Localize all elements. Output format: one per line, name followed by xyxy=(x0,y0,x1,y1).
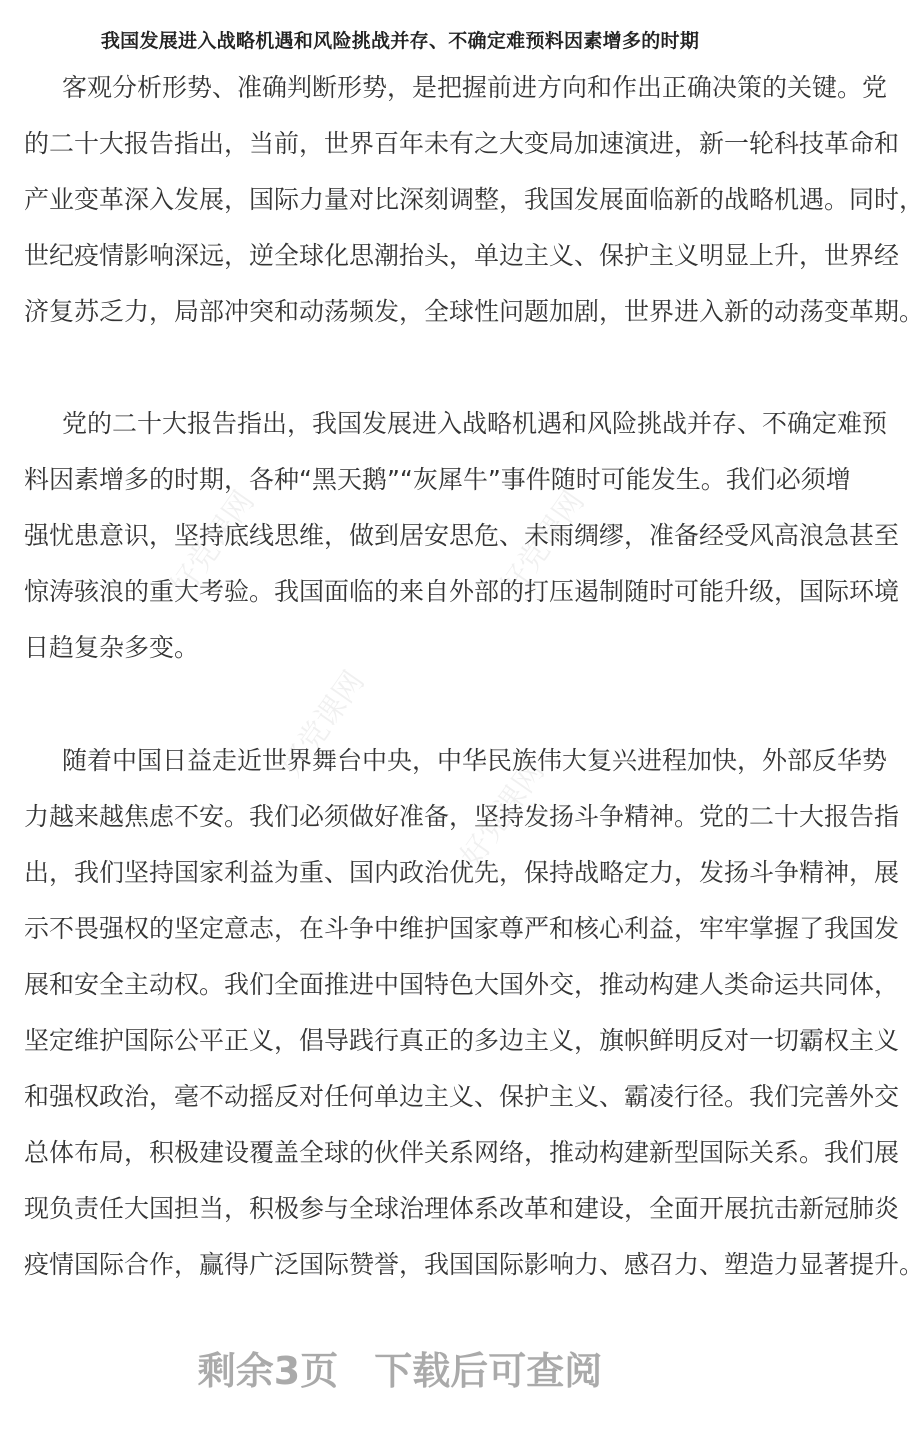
paragraph-line: 示不畏强权的坚定意志，在斗争中维护国家尊严和核心利益，牢牢掌握了我国发 xyxy=(24,914,900,943)
paragraph-line: 党的二十大报告指出，我国发展进入战略机遇和风险挑战并存、不确定难预 xyxy=(62,409,888,438)
paragraph-line: 展和安全主动权。我们全面推进中国特色大国外交，推动构建人类命运共同体， xyxy=(24,970,900,999)
watermark: 好党课网 xyxy=(454,754,552,874)
paragraph-line: 料因素增多的时期，各种“黑天鹅”“灰犀牛”事件随时可能发生。我们必须增 xyxy=(24,465,851,494)
paragraph-3 xyxy=(24,733,924,1293)
paragraph-line: 随着中国日益走近世界舞台中央，中华民族伟大复兴进程加快，外部反华势 xyxy=(62,746,888,775)
paragraph-line: 出，我们坚持国家利益为重、国内政治优先，保持战略定力，发扬斗争精神，展 xyxy=(24,858,900,887)
paragraph-line: 的二十大报告指出，当前，世界百年未有之大变局加速演进，新一轮科技革命和 xyxy=(24,129,900,158)
watermark: 好党课网 xyxy=(494,484,592,604)
paragraph-line: 坚定维护国际公平正义，倡导践行真正的多边主义，旗帜鲜明反对一切霸权主义 xyxy=(24,1026,900,1055)
paragraph-line: 惊涛骇浪的重大考验。我国面临的来自外部的打压遏制随时可能升级，国际环境 xyxy=(24,577,900,606)
paragraph-line: 疫情国际合作，赢得广泛国际赞誉，我国国际影响力、感召力、塑造力显著提升。 xyxy=(24,1250,924,1279)
paragraph-line: 客观分析形势、准确判断形势，是把握前进方向和作出正确决策的关键。党 xyxy=(62,73,888,102)
paragraph-line: 现负责任大国担当，积极参与全球治理体系改革和建设，全面开展抗击新冠肺炎 xyxy=(24,1194,900,1223)
paragraph-line: 世纪疫情影响深远，逆全球化思潮抬头，单边主义、保护主义明显上升，世界经 xyxy=(24,241,900,270)
watermark: 好党课网 xyxy=(274,664,372,784)
paragraph-line: 日趋复杂多变。 xyxy=(24,633,200,662)
download-prompt[interactable] xyxy=(0,1340,800,1395)
paragraph-2 xyxy=(24,396,900,676)
paragraph-line: 强忧患意识，坚持底线思维，做到居安思危、未雨绸缪，准备经受风高浪急甚至 xyxy=(24,521,900,550)
paragraph-line: 和强权政治，毫不动摇反对任何单边主义、保护主义、霸凌行径。我们完善外交 xyxy=(24,1082,900,1111)
remaining-pages-text: 剩余3页 xyxy=(197,1349,339,1393)
paragraph-line: 产业变革深入发展，国际力量对比深刻调整，我国发展面临新的战略机遇。同时， xyxy=(24,185,924,214)
paragraph-line: 总体布局，积极建设覆盖全球的伙伴关系网络，推动构建新型国际关系。我们展 xyxy=(24,1138,900,1167)
watermark: 好党课网 xyxy=(164,484,262,604)
paragraph-line: 济复苏乏力，局部冲突和动荡频发，全球性问题加剧，世界进入新的动荡变革期。 xyxy=(24,297,924,326)
download-to-view-text: 下载后可查阅 xyxy=(374,1349,603,1393)
document-title: 我国发展进入战略机遇和风险挑战并存、不确定难预料因素增多的时期 xyxy=(100,30,700,52)
paragraph-line: 力越来越焦虑不安。我们必须做好准备，坚持发扬斗争精神。党的二十大报告指 xyxy=(24,802,900,831)
paragraph-1 xyxy=(24,60,924,340)
